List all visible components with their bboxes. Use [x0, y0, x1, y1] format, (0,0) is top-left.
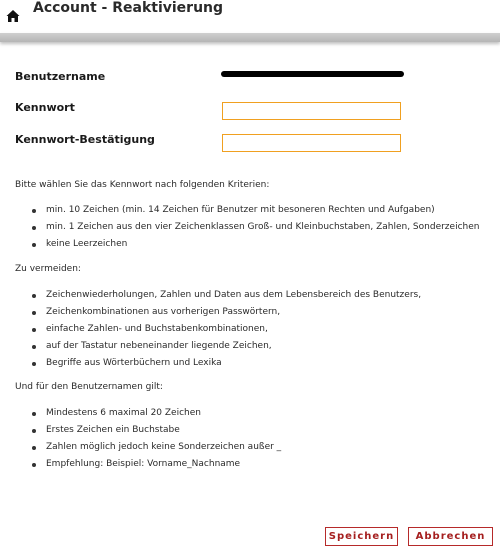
list-item: Empfehlung: Beispiel: Vorname_Nachname	[30, 459, 281, 476]
list-item: Zeichenwiederholungen, Zahlen und Daten aus dem Lebensbereich des Benutzers,	[30, 290, 421, 307]
page-header	[0, 0, 500, 34]
password-field[interactable]	[222, 102, 401, 120]
list-item: keine Leerzeichen	[30, 239, 479, 256]
list-item: min. 10 Zeichen (min. 14 Zeichen für Benutzer mit besoneren Rechten und Aufgaben)	[30, 205, 479, 222]
list-item: Zeichenkombinationen aus vorherigen Passwörtern,	[30, 307, 421, 324]
save-button[interactable]: Speichern	[325, 527, 398, 546]
password-label: Kennwort	[15, 101, 75, 114]
username-label: Benutzername	[15, 70, 106, 83]
avoid-list	[30, 290, 421, 375]
home-icon[interactable]	[6, 8, 20, 22]
list-item: Erstes Zeichen ein Buchstabe	[30, 425, 281, 442]
username-rules-list	[30, 408, 281, 476]
list-item: Begriffe aus Wörterbüchern und Lexika	[30, 358, 421, 375]
list-item: auf der Tastatur nebeneinander liegende Zeichen,	[30, 341, 421, 358]
list-item: einfache Zahlen- und Buchstabenkombinationen,	[30, 324, 421, 341]
username-value-redacted	[221, 71, 404, 77]
password-confirm-label: Kennwort-Bestätigung	[15, 133, 155, 146]
criteria-list	[30, 205, 479, 256]
list-item: Zahlen möglich jedoch keine Sonderzeichen außer _	[30, 442, 281, 459]
criteria-intro: Bitte wählen Sie das Kennwort nach folgenden Kriterien:	[15, 180, 270, 190]
list-item: Mindestens 6 maximal 20 Zeichen	[30, 408, 281, 425]
cancel-button[interactable]: Abbrechen	[408, 527, 493, 546]
password-confirm-field[interactable]	[222, 134, 401, 152]
username-rules-intro: Und für den Benutzernamen gilt:	[15, 382, 163, 392]
header-divider	[0, 33, 500, 42]
page-title: Account - Reaktivierung	[33, 0, 224, 16]
avoid-intro: Zu vermeiden:	[15, 264, 81, 274]
list-item: min. 1 Zeichen aus den vier Zeichenklassen Groß- und Kleinbuchstaben, Zahlen, Sonderzeichen	[30, 222, 479, 239]
